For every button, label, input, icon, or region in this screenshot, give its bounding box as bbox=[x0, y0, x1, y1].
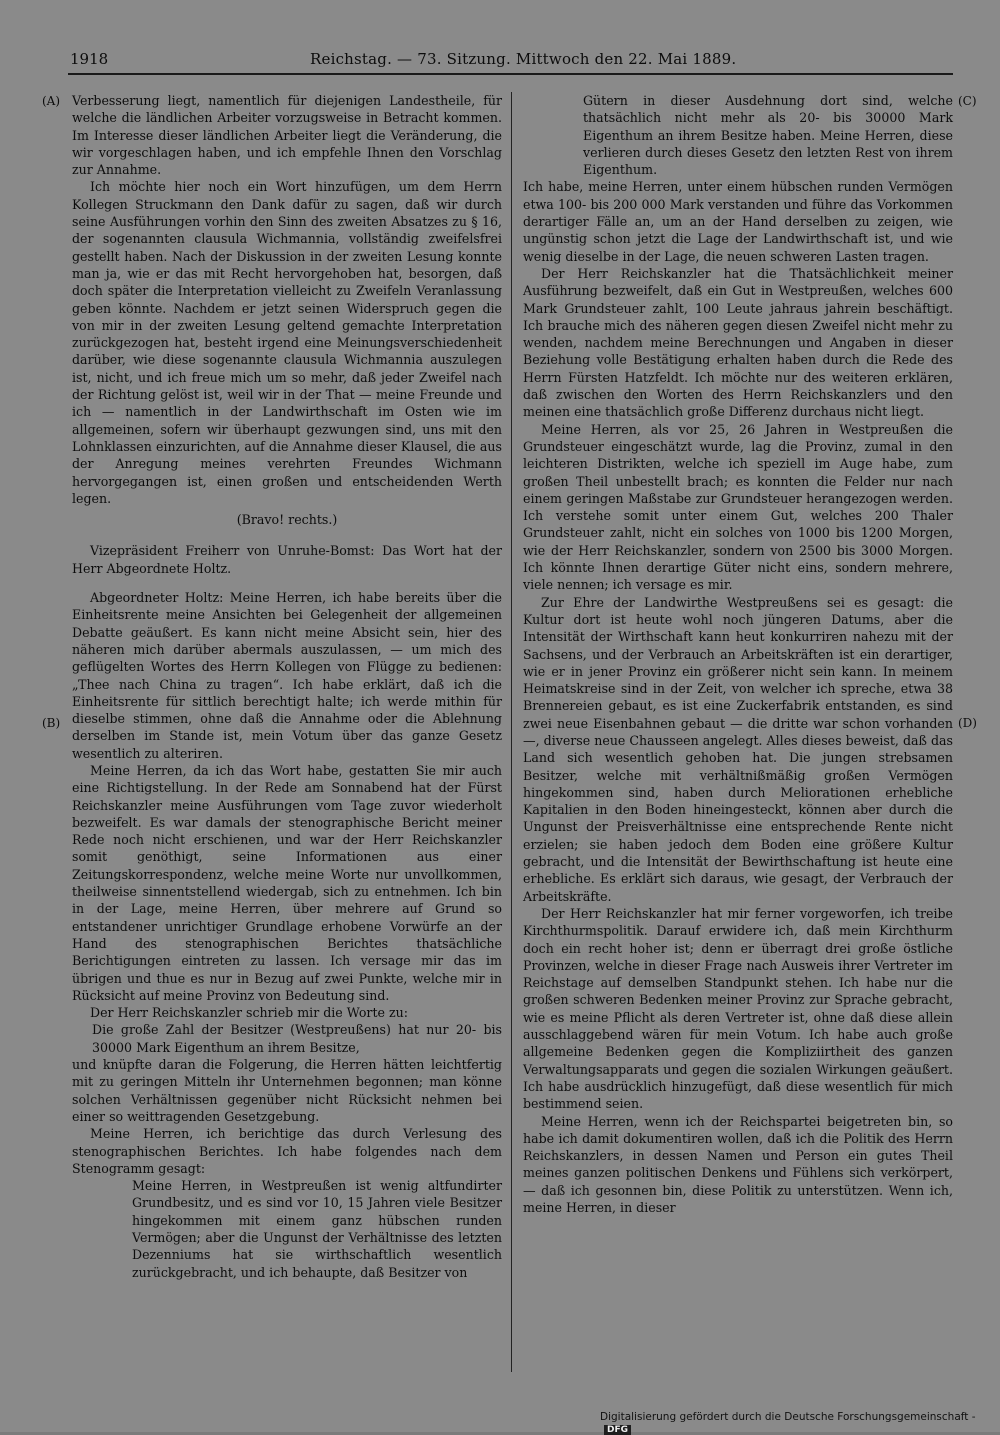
paragraph: Meine Herren, wenn ich der Reichspartei beigetreten bin, so habe ich damit dokumentiren wollen, daß ich die Politik des Herrn Reichskanzlers, in dessen Namen und Person ein gutes Theil meines ganzen politischen Denkens und Fühlens sich verkörpert, — daß ich gesonnen bin, diese Politik zu unterstützen. Wenn ich, meine Herren, in dieser bbox=[523, 1113, 953, 1215]
paragraph: Meine Herren, als vor 25, 26 Jahren in Westpreußen die Grundsteuer eingeschätzt wurde, lag die Provinz, zumal in den leichteren Distrikten, welche ich speziell im Auge habe, zum großen Theil unbestellt brach; es konnten die Felder nur nach einem geringen Maßstabe zur Grundsteuer herangezogen werden. Ich verstehe somit unter einem Gut, welches 200 Thaler Grundsteuer zahlt, nicht ein solches von 1000 bis 1200 Morgen, wie der Herr Reichskanzler, sondern von 2500 bis 3000 Morgen. Ich könnte Ihnen derartige Güter nicht eins, sondern mehrere, viele nennen; ich versage es mir. bbox=[523, 421, 953, 593]
applause-note: (Bravo! rechts.) bbox=[236, 512, 338, 528]
paragraph: Meine Herren, ich berichtige das durch Verlesung des stenographischen Berichtes. Ich habe folgendes nach dem Stenogramm gesagt: bbox=[72, 1126, 502, 1176]
paragraph: Ich möchte hier noch ein Wort hinzufügen, um dem Herrn Kollegen Struckmann den Dank dafür zu sagen, daß wir durch seine Ausführungen vorhin den Sinn des zweiten Absatzes zu § 16, der sogenannten clausula Wichmannia, vollständig zweifelsfrei gestellt haben. Nach der Diskussion in der zweiten Lesung konnte man ja, wie er das mit Recht hervorgehoben hat, besorgen, daß doch später die Interpretation vielleicht zu Zweifeln Veranlassung geben könnte. Nachdem er jetzt seinen Widerspruch gegen die von mir in der zweiten Lesung geltend gemachte Interpretation zurückgezogen hat, besteht irgend eine Meinungsverschiedenheit darüber, wie diese sogenannte clausula Wichmannia auszulegen ist, nicht, und ich freue mich um so mehr, daß jeder Zweifel nach der Richtung gelöst ist, weil wir in der That — meine Freunde und ich — namentlich in der Landwirthschaft im Osten wie im allgemeinen, sofern wir überhaupt gezwungen sind, uns mit den Lohnklassen einzurichten, auf die Annahme dieser Klausel, die aus der Anregung meines verehrten Freundes Wichmann hervorgegangen ist, einen großen und entscheidenden Werth legen. bbox=[72, 179, 502, 506]
page-number: 1918 bbox=[70, 50, 109, 68]
margin-mark-a: (A) bbox=[42, 94, 61, 108]
speaker-paragraph: Abgeordneter Holtz: Meine Herren, ich habe bereits über die Einheitsrente meine Ansichten bei Gelegenheit der allgemeinen Debatte geäußert. Es kann nicht meine Absicht sein, hier des näheren mich darüber abermals auszulassen, — um mich des geflügelten Wortes des Herrn Kollegen von Flügge zu bedienen: „Thee nach China zu tragen“. Ich habe erklärt, daß ich die Einheitsrente für sittlich berechtigt halte; ich werde mithin für dieselbe stimmen, ohne daß die Annahme oder die Ablehnung derselben im Stande ist, mein Votum über das ganze Gesetz wesentlich zu alteriren. bbox=[72, 590, 502, 761]
paragraph: und knüpfte daran die Folgerung, die Herren hätten leichtfertig mit zu geringen Mitteln ihr Unternehmen begonnen; man könne solchen Verhältnissen gegenüber nicht Rücksicht nehmen bei einer so weittragenden Gesetzgebung. bbox=[72, 1057, 502, 1124]
dfg-logo: DFG bbox=[604, 1425, 631, 1435]
column-divider bbox=[511, 92, 512, 1372]
right-column bbox=[523, 92, 953, 1216]
paragraph: Der Herr Reichskanzler hat mir ferner vorgeworfen, ich treibe Kirchthurmspolitik. Darauf erwidere ich, daß mein Kirchthurm doch ein recht hoher ist; denn er überragt drei große östliche Provinzen, welche in dieser Frage nach Ausweis ihrer Vertreter im Reichstage auf demselben Standpunkt stehen. Ich habe nur die großen schweren Bedenken meiner Provinz zur Sprache gebracht, wie es meine Pflicht als deren Vertreter ist, ohne daß diese allein ausschlaggebend wären für mein Votum. Ich habe auch große allgemeine Bedenken gegen die Kompliziirtheit des ganzen Verwaltungsapparats und gegen die sozialen Wirkungen geäußert. Ich habe ausdrücklich hinzugefügt, daß diese wesentlich für mich bestimmend seien. bbox=[523, 905, 953, 1112]
margin-mark-b: (B) bbox=[42, 716, 61, 730]
footer-credit bbox=[600, 1411, 1000, 1435]
quotation: Die große Zahl der Besitzer (Westpreußens) hat nur 20- bis 30000 Mark Eigenthum an ihrem Besitze, bbox=[92, 1022, 502, 1055]
paragraph: Meine Herren, da ich das Wort habe, gestatten Sie mir auch eine Richtigstellung. In der Rede am Sonnabend hat der Fürst Reichskanzler meine Ausführungen vom Tage zuvor wiederholt bezweifelt. Es war damals der stenographische Bericht meiner Rede noch nicht erschienen, und war der Herr Reichskanzler somit genöthigt, seine Informationen aus einer Zeitungskorrespondenz, welche meine Worte nur unvollkommen, theilweise sinnentstellend wiedergab, sich zu entnehmen. Ich bin in der Lage, meine Herren, über mehrere auf Grund so entstandener unrichtiger Grundlage erhobene Vorwürfe an der Hand des stenographischen Berichtes thatsächliche Berichtigungen eintreten zu lassen. Ich versage mir das im übrigen und thue es nur in Bezug auf zwei Punkte, welche mir in Rücksicht auf meine Provinz von Bedeutung sind. bbox=[72, 762, 502, 1003]
margin-mark-c: (C) bbox=[958, 94, 977, 108]
paragraph: Zur Ehre der Landwirthe Westpreußens sei es gesagt: die Kultur dort ist heute wohl noch jüngeren Datums, aber die Intensität der Wirthschaft kann heut konkurriren nahezu mit der Sachsens, und der Verbrauch an Arbeitskräften ist ein derartiger, wie er in jener Provinz ein größerer nicht sein kann. In meinem Heimatskreise sind in der Zeit, von welcher ich spreche, etwa 38 Brennereien gebaut, es ist eine Zuckerfabrik entstanden, es sind zwei neue Eisenbahnen gebaut — die dritte war schon vorhanden —, diverse neue Chausseen angelegt. Alles dieses beweist, daß das Land sich wesentlich gehoben hat. Die jungen strebsamen Besitzer, welche mit verhältnißmäßig großen Vermögen hingekommen sind, haben durch Meliorationen erhebliche Kapitalien in den Boden hineingesteckt, können aber durch die Ungunst der Preisverhältnisse eine entsprechende Rente nicht erzielen; sie haben jedoch dem Boden eine größere Kultur gebracht, und die Intensität der Bewirthschaftung ist heute eine erhebliche. Es erklärt sich daraus, wie gesagt, der Verbrauch der Arbeitskräfte. bbox=[523, 594, 953, 904]
running-title: Reichstag. — 73. Sitzung. Mittwoch den 22. Mai 1889. bbox=[310, 50, 737, 68]
page-header bbox=[70, 50, 940, 72]
footer-text: Digitalisierung gefördert durch die Deutsche Forschungsgemeinschaft - bbox=[600, 1411, 976, 1423]
paragraph: Der Herr Reichskanzler schrieb mir die Worte zu: bbox=[90, 1005, 408, 1021]
quotation: Gütern in dieser Ausdehnung dort sind, welche thatsächlich nicht mehr als 20- bis 30000 Mark Eigenthum an ihrem Besitze haben. Meine Herren, diese verlieren durch dieses Gesetz den letzten Rest von ihrem Eigenthum. bbox=[583, 93, 953, 178]
paragraph: Verbesserung liegt, namentlich für diejenigen Landestheile, für welche die ländlichen Arbeiter vorzugsweise in Betracht kommen. Im Interesse dieser ländlichen Arbeiter liegt die Veränderung, die wir vorgeschlagen haben, und ich empfehle Ihnen den Vorschlag zur Annahme. bbox=[72, 93, 502, 178]
paragraph: Ich habe, meine Herren, unter einem hübschen runden Vermögen etwa 100- bis 200 000 Mark verstanden und führe das Vorkommen derartiger Fälle an, um an der Hand derselben zu zeigen, wie ungünstig schon jetzt die Lage der Landwirthschaft ist, und wie wenig dieselbe in der Lage, die neuen schweren Lasten tragen. bbox=[523, 179, 953, 264]
paragraph: Der Herr Reichskanzler hat die Thatsächlichkeit meiner Ausführung bezweifelt, daß ein Gut in Westpreußen, welches 600 Mark Grundsteuer zahlt, 100 Leute jahraus jahrein beschäftigt. Ich brauche mich des näheren gegen diesen Zweifel nicht mehr zu wenden, nachdem meine Berechnungen und Angaben in dieser Beziehung volle Bestätigung erhalten haben durch die Rede des Herrn Fürsten Hatzfeldt. Ich möchte nur des weiteren erklären, daß zwischen den Worten des Herrn Reichskanzlers und den meinen eine thatsächlich große Differenz durchaus nicht liegt. bbox=[523, 265, 953, 420]
left-column bbox=[72, 92, 502, 1281]
header-rule bbox=[68, 73, 953, 75]
margin-mark-d: (D) bbox=[958, 716, 977, 730]
quotation: Meine Herren, in Westpreußen ist wenig altfundirter Grundbesitz, und es sind vor 10, 15 Jahren viele Besitzer hingekommen mit einem ganz hübschen runden Vermögen; aber die Ungunst der Verhältnisse des letzten Dezenniums hat sie wirthschaftlich wesentlich zurückgebracht, und ich behaupte, daß Besitzer von bbox=[132, 1178, 502, 1280]
speaker-paragraph: Vizepräsident Freiherr von Unruhe-Bomst: Das Wort hat der Herr Abgeordnete Holtz. bbox=[72, 543, 502, 576]
